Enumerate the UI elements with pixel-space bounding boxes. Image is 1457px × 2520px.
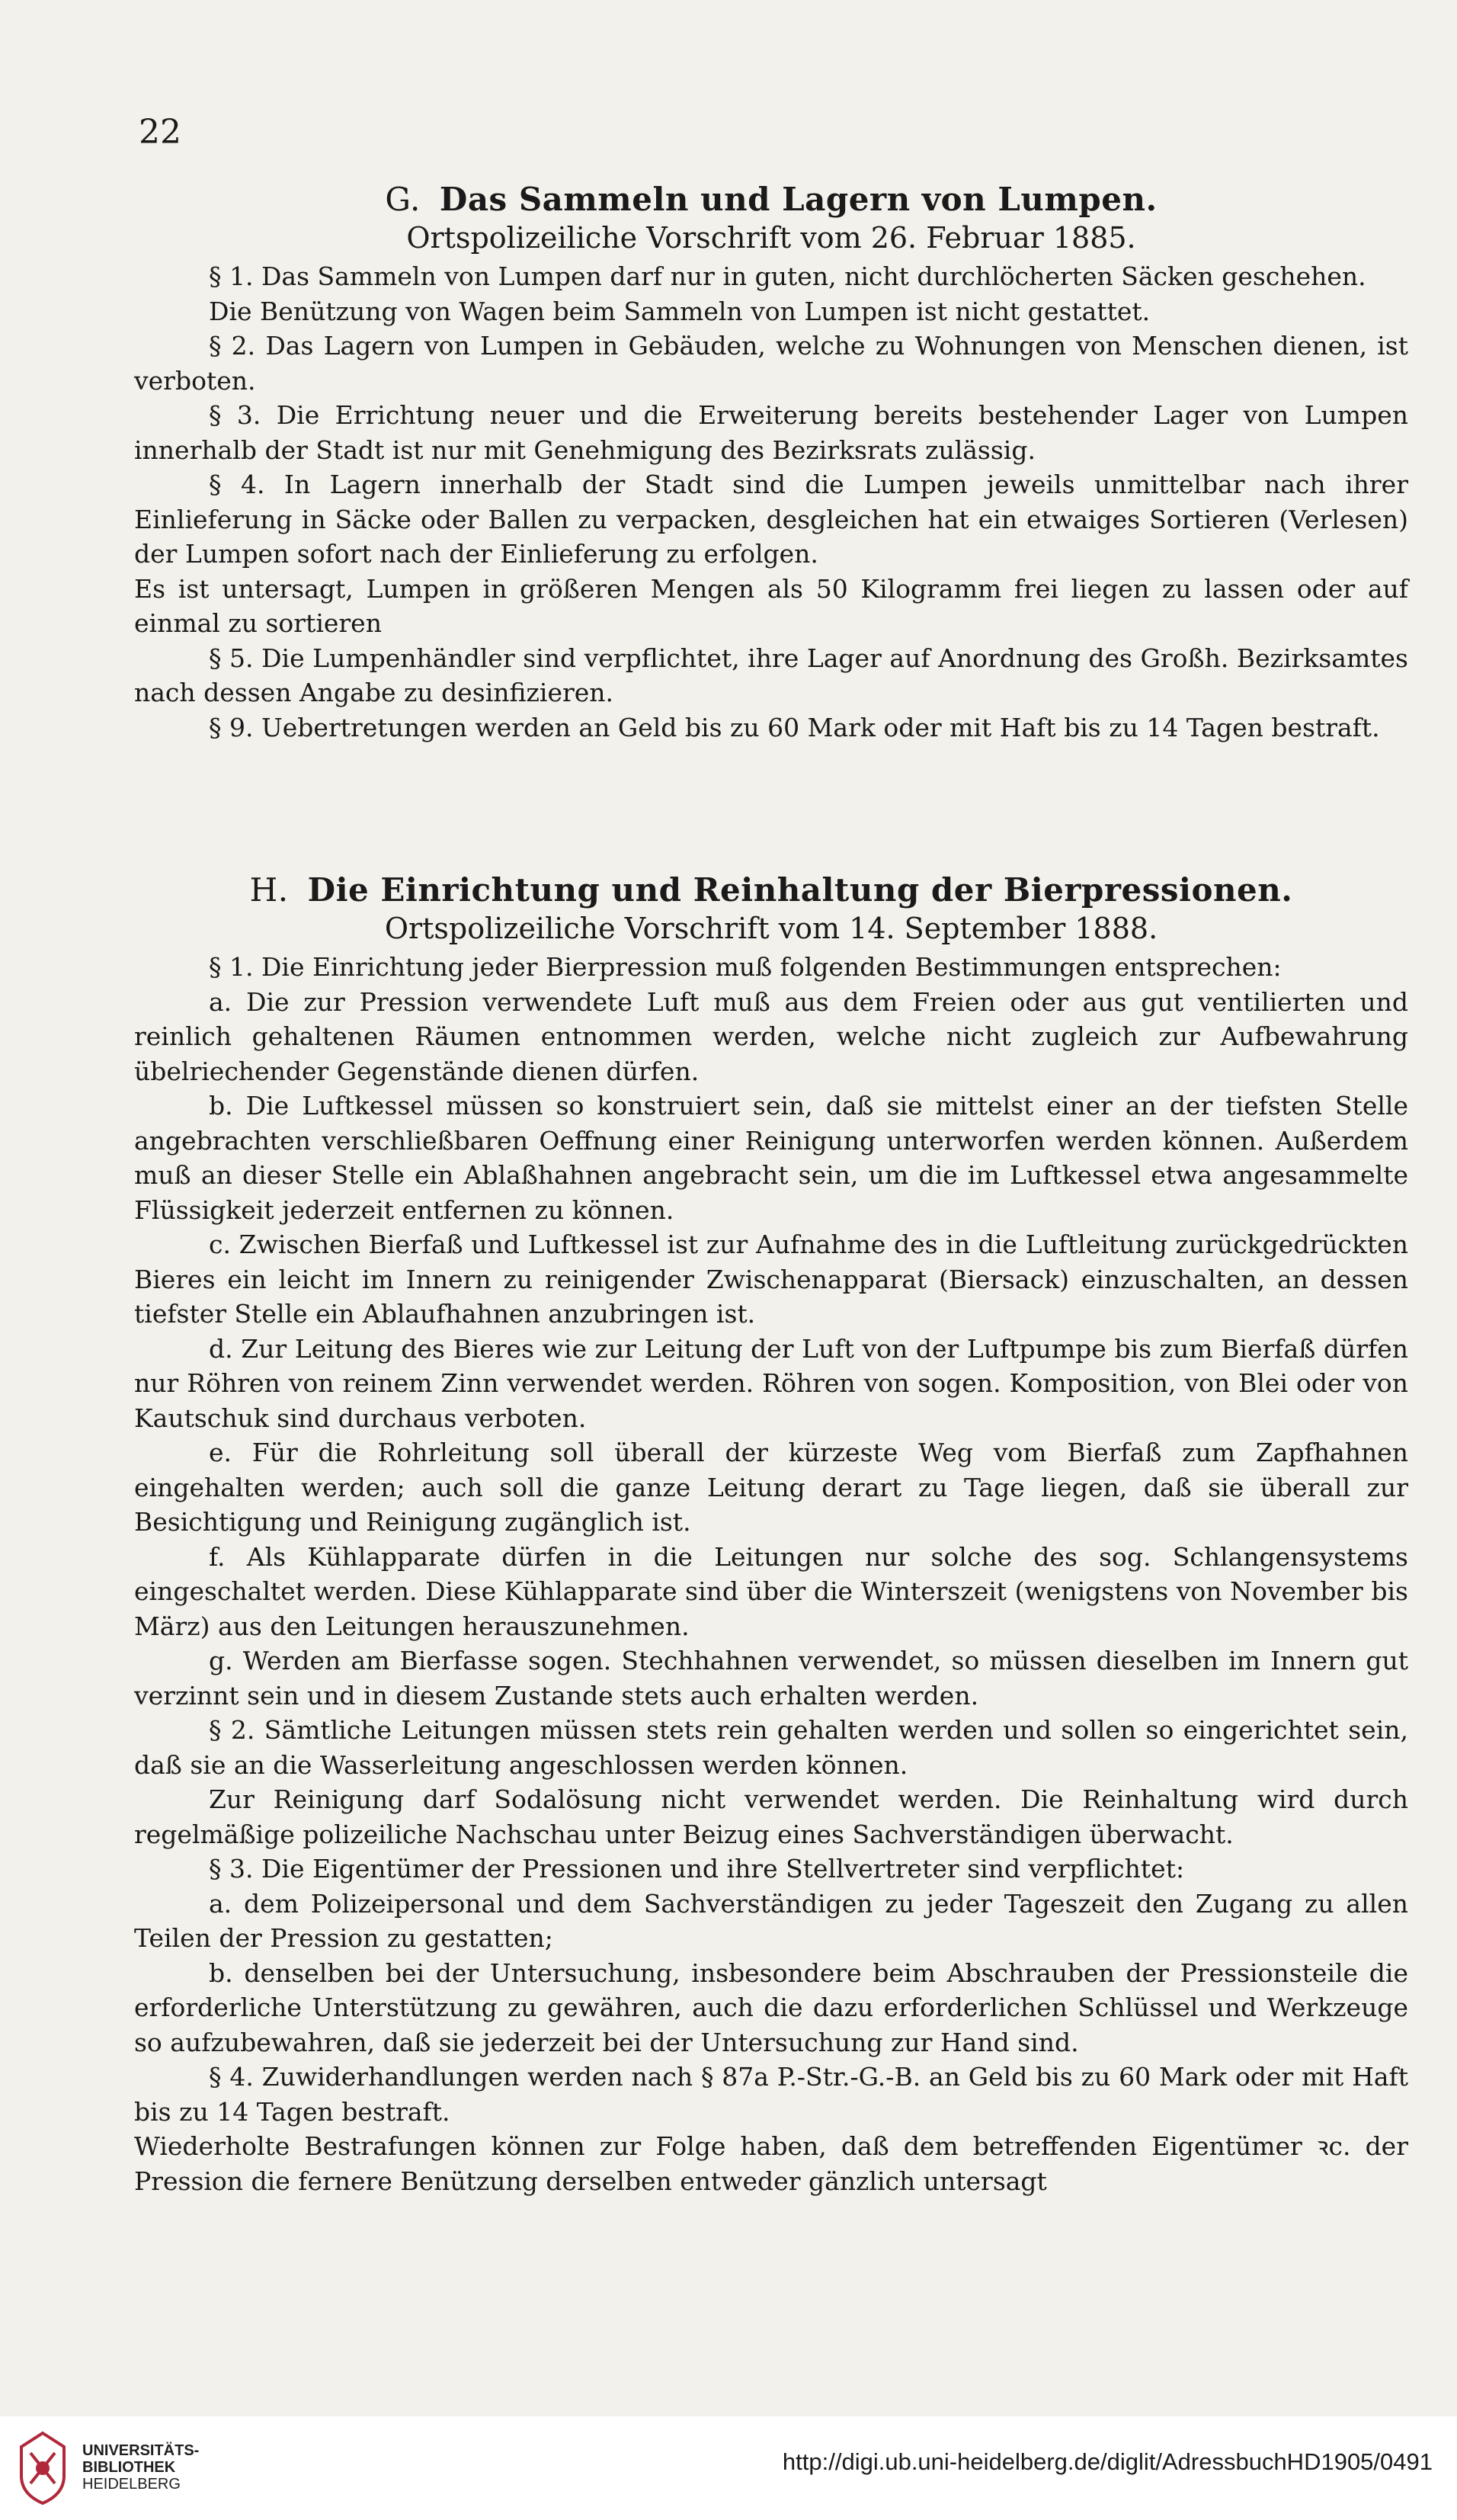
paragraph: c. Zwischen Bierfaß und Luftkessel ist zur Aufnahme des in die Luftleitung zurückgedrückten Bieres ein leicht im Innern zu reinigender Zwischenapparat (Biersack) einzuschalten, an dessen tiefster Stelle ein Ablaufhahnen anzubringen ist. xyxy=(134,1230,1408,1329)
paragraph: a. Die zur Pression verwendete Luft muß aus dem Freien oder aus gut ventilierten und reinlich gehaltenen Räumen entnommen werden, welche nicht zugleich zur Aufbewahrung übelriechender Gegenstände dienen dürfen. xyxy=(134,986,1408,1086)
paragraph: § 3. Die Errichtung neuer und die Erweiterung bereits bestehender Lager von Lumpen innerhalb der Stadt ist nur mit Genehmigung des Bezirksrats zulässig. xyxy=(134,400,1408,465)
section-letter: G. xyxy=(385,181,421,218)
logo-line: HEIDELBERG xyxy=(82,2476,181,2493)
paragraph: § 4. Zuwiderhandlungen werden nach § 87a P.-Str.-G.-B. an Geld bis zu 60 Mark oder mit Haft bis zu 14 Tagen bestraft. xyxy=(134,2062,1408,2127)
source-url-link[interactable]: http://digi.ub.uni-heidelberg.de/diglit/AdressbuchHD1905/0491 xyxy=(782,2448,1433,2475)
paragraph: § 2. Das Lagern von Lumpen in Gebäuden, welche zu Wohnungen von Menschen dienen, ist verboten. xyxy=(134,331,1408,396)
paragraph: b. Die Luftkessel müssen so konstruiert sein, daß sie mittelst einer an der tiefsten Stelle angebrachten verschließbaren Oeffnung einer Reinigung unterworfen werden können. Außerdem muß an dieser Stelle ein Ablaßhahnen angebracht sein, um die im Luftkessel etwa angesammelte Flüssigkeit jederzeit entfernen zu können. xyxy=(134,1091,1408,1225)
paragraph: § 9. Uebertretungen werden an Geld bis zu 60 Mark oder mit Haft bis zu 14 Tagen bestraft. xyxy=(209,712,1380,742)
paragraph: a. dem Polizeipersonal und dem Sachverständigen zu jeder Tageszeit den Zugang zu allen Teilen der Pression zu gestatten; xyxy=(134,1888,1408,1953)
library-logo-text[interactable] xyxy=(82,2442,199,2493)
paragraph: e. Für die Rohrleitung soll überall der kürzeste Weg vom Bierfaß zum Zapfhahnen eingehalten werden; auch soll die ganze Leitung derart zu Tage liegen, daß sie überall zur Besichtigung und Reinigung zugänglich ist. xyxy=(134,1438,1408,1537)
paragraph: § 2. Sämtliche Leitungen müssen stets rein gehalten werden und sollen so eingerichtet sein, daß sie an die Wasserleitung angeschlossen werden können. xyxy=(134,1715,1408,1780)
paragraph: Zur Reinigung darf Sodalösung nicht verwendet werden. Die Reinhaltung wird durch regelmäßige polizeiliche Nachschau unter Beizug eines Sachverständigen überwacht. xyxy=(134,1784,1408,1849)
section-heading xyxy=(134,180,1408,220)
section-g xyxy=(134,180,1408,745)
section-h xyxy=(134,870,1408,2198)
paragraph: § 4. In Lagern innerhalb der Stadt sind die Lumpen jeweils unmittelbar nach ihrer Einlieferung in Säcke oder Ballen zu verpacken, desgleichen hat ein etwaiges Sortieren (Verlesen) der Lumpen sofort nach der Einlieferung zu erfolgen. xyxy=(134,470,1408,569)
section-title: Das Sammeln und Lagern von Lumpen. xyxy=(439,181,1158,218)
section-letter: H. xyxy=(249,871,289,909)
paragraph: b. denselben bei der Untersuchung, insbesondere beim Abschrauben der Pressionsteile die erforderliche Unterstützung zu gewähren, auch die dazu erforderlichen Schlüssel und Werkzeuge so aufzubewahren, daß sie jederzeit bei der Untersuchung zur Hand sind. xyxy=(134,1957,1408,2057)
paragraph: Die Benützung von Wagen beim Sammeln von Lumpen ist nicht gestattet. xyxy=(209,296,1151,326)
section-title: Die Einrichtung und Reinhaltung der Bierpressionen. xyxy=(307,871,1293,909)
paragraph: g. Werden am Bierfasse sogen. Stechhahnen verwendet, so müssen dieselben im Innern gut verzinnt sein und in diesem Zustande stets auch erhalten werden. xyxy=(134,1646,1408,1710)
paragraph: f. Als Kühlapparate dürfen in die Leitungen nur solche des sog. Schlangensystems eingeschaltet werden. Diese Kühlapparate sind über die Winterszeit (wenigstens von November bis März) aus den Leitungen herauszunehmen. xyxy=(134,1541,1408,1641)
paragraph: § 5. Die Lumpenhändler sind verpflichtet, ihre Lager auf Anordnung des Großh. Bezirksamtes nach dessen Angabe zu desinfizieren. xyxy=(134,643,1408,707)
paragraph: § 1. Die Einrichtung jeder Bierpression muß folgenden Bestimmungen entsprechen: xyxy=(209,952,1282,982)
paragraph: § 1. Das Sammeln von Lumpen darf nur in guten, nicht durchlöcherten Säcken geschehen. xyxy=(209,261,1366,291)
page-number: 22 xyxy=(139,113,181,152)
section-subtitle: Ortspolizeiliche Vorschrift vom 14. September 1888. xyxy=(384,912,1158,945)
section-subtitle: Ortspolizeiliche Vorschrift vom 26. Februar 1885. xyxy=(406,221,1136,255)
section-heading xyxy=(134,870,1408,910)
paragraph: Es ist untersagt, Lumpen in größeren Mengen als 50 Kilogramm frei liegen zu lassen oder auf einmal zu sortieren xyxy=(134,573,1408,638)
logo-line: UNIVERSITÄTS- xyxy=(82,2442,200,2459)
university-seal-icon[interactable] xyxy=(15,2430,70,2506)
paragraph: d. Zur Leitung des Bieres wie zur Leitung der Luft von der Luftpumpe bis zum Bierfaß dürfen nur Röhren von reinem Zinn verwendet werden. Röhren von sogen. Komposition, von Blei oder von Kautschuk sind durchaus verboten. xyxy=(134,1333,1408,1433)
paragraph: § 3. Die Eigentümer der Pressionen und ihre Stellvertreter sind verpflichtet: xyxy=(209,1854,1185,1884)
logo-line: BIBLIOTHEK xyxy=(82,2459,176,2476)
paragraph: Wiederholte Bestrafungen können zur Folge haben, daß dem betreffenden Eigentümer ꝛc. der Pression die fernere Benützung derselben entweder gänzlich untersagt xyxy=(134,2131,1408,2196)
